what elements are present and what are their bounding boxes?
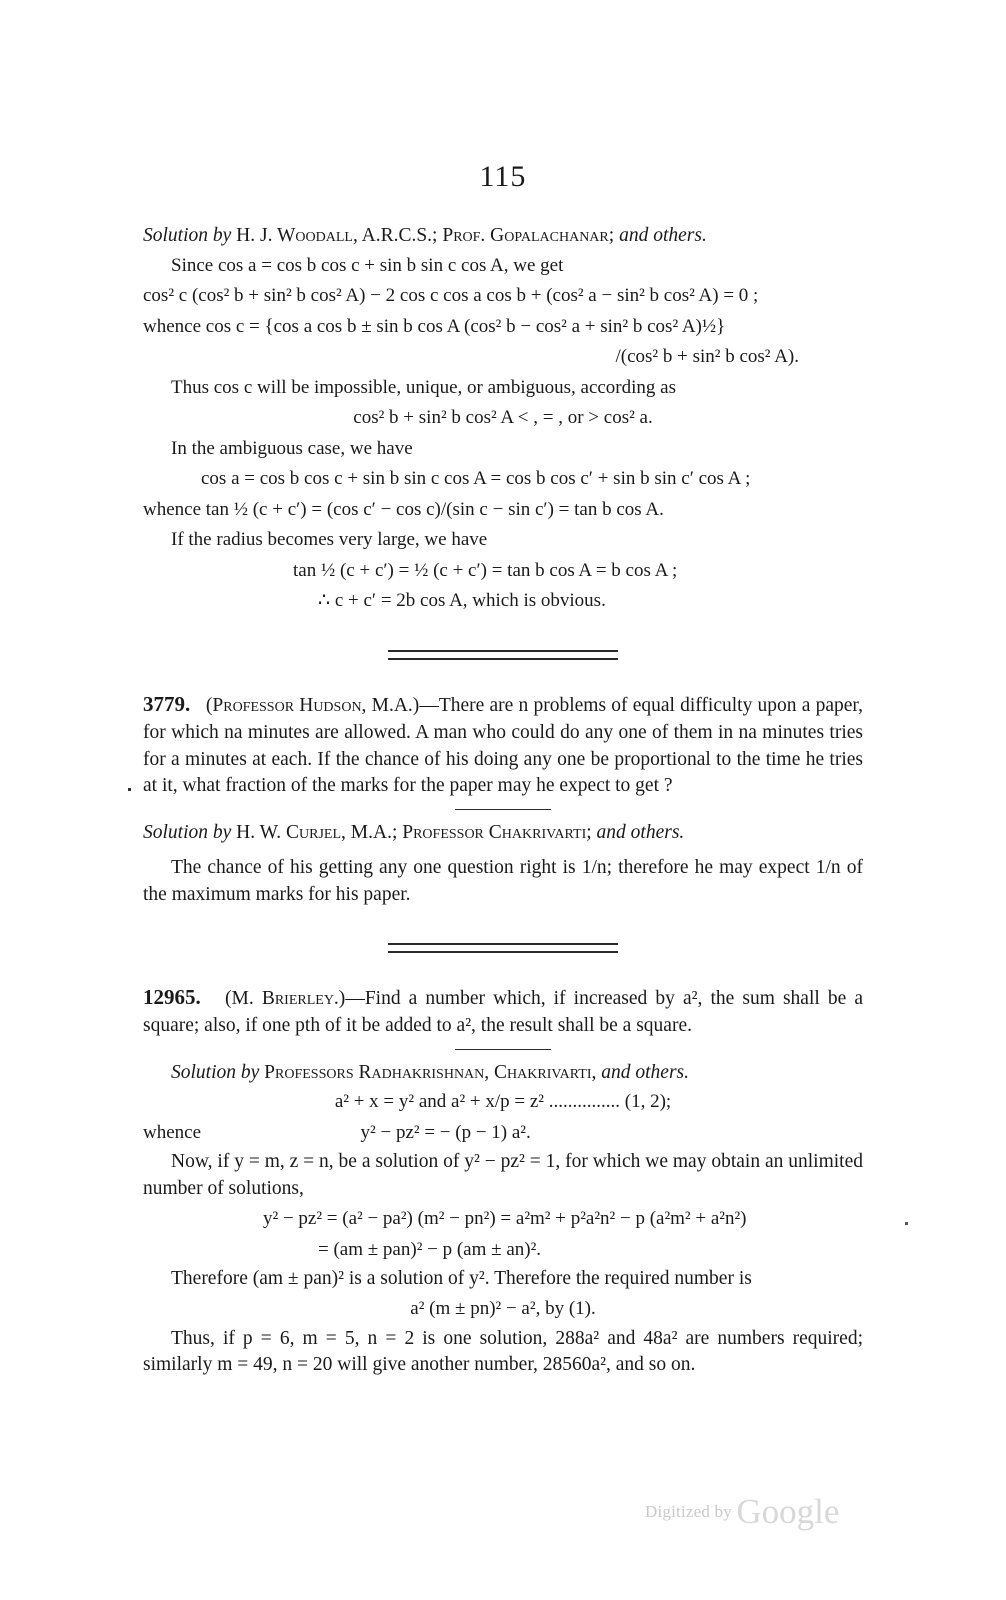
section-problem-12965 bbox=[143, 983, 863, 1380]
byline bbox=[143, 222, 863, 250]
byline-names: H. W. Curjel, M.A.; Professor Chakrivarti; bbox=[236, 822, 592, 844]
section-solution-woodall bbox=[143, 222, 863, 616]
text-line: Therefore (am ± pan)² is a solution of y². Therefore the required number is bbox=[171, 1268, 752, 1290]
byline-lead: Solution by bbox=[143, 822, 232, 844]
short-rule bbox=[455, 809, 551, 810]
math-line: tan ½ (c + c′) = ½ (c + c′) = tan b cos A = b cos A ; bbox=[293, 559, 678, 581]
byline-names: H. J. Woodall, A.R.C.S.; Prof. Gopalachanar; bbox=[236, 225, 615, 246]
byline-tail: and others. bbox=[596, 822, 685, 844]
byline-lead: Solution by bbox=[143, 225, 232, 246]
byline-names: Professors Radhakrishnan, Chakrivarti, bbox=[264, 1061, 597, 1083]
ink-speck bbox=[905, 1222, 908, 1225]
text-line: Now, if y = m, z = n, be a solution of y² − pz² = 1, for which we may obtain an unlimited number of solutions, bbox=[143, 1151, 863, 1200]
whence-equation: y² − pz² = − (p − 1) a². bbox=[360, 1121, 531, 1143]
problem-proposer: (M. Brierley.) bbox=[225, 987, 346, 1009]
byline-tail: and others. bbox=[601, 1061, 689, 1083]
byline-tail: and others. bbox=[619, 225, 707, 246]
section-divider-rule bbox=[388, 650, 618, 660]
whence-label: whence bbox=[143, 1121, 202, 1143]
problem-text: —There are n problems of equal difficulty upon a paper, for which na minutes are allowed. A man who could do any one of them in na minutes tries for a minutes at each. If the chance of his doing any one be proportional to the time he tries at it, what fraction of the marks for the paper may he expect to get ? bbox=[143, 694, 864, 797]
math-line: /(cos² b + sin² b cos² A). bbox=[615, 346, 799, 368]
solution-text: The chance of his getting any one question right is 1/n; therefore he may expect 1/n of the maximum marks for his paper. bbox=[143, 857, 863, 905]
math-line: whence cos c = {cos a cos b ± sin b cos A (cos² b − cos² a + sin² b cos² A)½} bbox=[143, 315, 726, 337]
text-line: Since cos a = cos b cos c + sin b sin c cos A, we get bbox=[171, 254, 564, 276]
math-line-whence bbox=[143, 1119, 863, 1148]
text-line: Thus, if p = 6, m = 5, n = 2 is one solution, 288a² and 48a² are numbers required; similarly m = 49, n = 20 will give another number, 28560a², and so on. bbox=[143, 1327, 863, 1376]
problem-number: 3779. bbox=[143, 691, 191, 716]
problem-statement bbox=[143, 983, 863, 1040]
problem-text: —Find a number which, if increased by a², the sum shall be a square; also, if one pth of it be added to a², the result shall be a square. bbox=[143, 987, 864, 1036]
problem-statement bbox=[143, 690, 863, 801]
byline-lead: Solution by bbox=[171, 1061, 260, 1083]
ink-speck bbox=[128, 788, 131, 791]
page-number: 115 bbox=[479, 160, 527, 193]
math-line: y² − pz² = (a² − pa²) (m² − pn²) = a²m² + p²a²n² − p (a²m² + a²n²) bbox=[263, 1208, 747, 1230]
byline bbox=[143, 819, 863, 847]
math-line: a² (m ± pn)² − a², by (1). bbox=[410, 1298, 596, 1320]
watermark-prefix: Digitized by bbox=[645, 1502, 737, 1521]
text-line: In the ambiguous case, we have bbox=[171, 437, 413, 459]
text-line: If the radius becomes very large, we have bbox=[171, 529, 488, 551]
math-line: cos² b + sin² b cos² A < , = , or > cos² a. bbox=[353, 407, 653, 429]
section-problem-3779 bbox=[143, 690, 863, 909]
math-line: ∴ c + c′ = 2b cos A, which is obvious. bbox=[318, 590, 606, 612]
math-line: a² + x = y² and a² + x/p = z² ............... (1, 2); bbox=[334, 1091, 672, 1113]
math-line: cos a = cos b cos c + sin b sin c cos A = cos b cos c′ + sin b sin c′ cos A ; bbox=[201, 468, 751, 490]
short-rule bbox=[455, 1049, 551, 1050]
math-line: whence tan ½ (c + c′) = (cos c′ − cos c)/(sin c − sin c′) = tan b cos A. bbox=[143, 498, 664, 520]
math-line: = (am ± pan)² − p (am ± an)². bbox=[318, 1238, 542, 1260]
problem-proposer: (Professor Hudson, M.A.) bbox=[205, 694, 420, 716]
byline bbox=[143, 1059, 863, 1087]
problem-number: 12965. bbox=[143, 984, 201, 1009]
digitized-by-google-watermark bbox=[645, 1492, 839, 1532]
text-line: Thus cos c will be impossible, unique, or ambiguous, according as bbox=[171, 376, 676, 398]
section-divider-rule bbox=[388, 943, 618, 953]
page-content bbox=[143, 222, 863, 1379]
math-line: cos² c (cos² b + sin² b cos² A) − 2 cos c cos a cos b + (cos² a − sin² b cos² A) = 0 ; bbox=[143, 285, 759, 307]
watermark-brand: Google bbox=[736, 1492, 840, 1531]
